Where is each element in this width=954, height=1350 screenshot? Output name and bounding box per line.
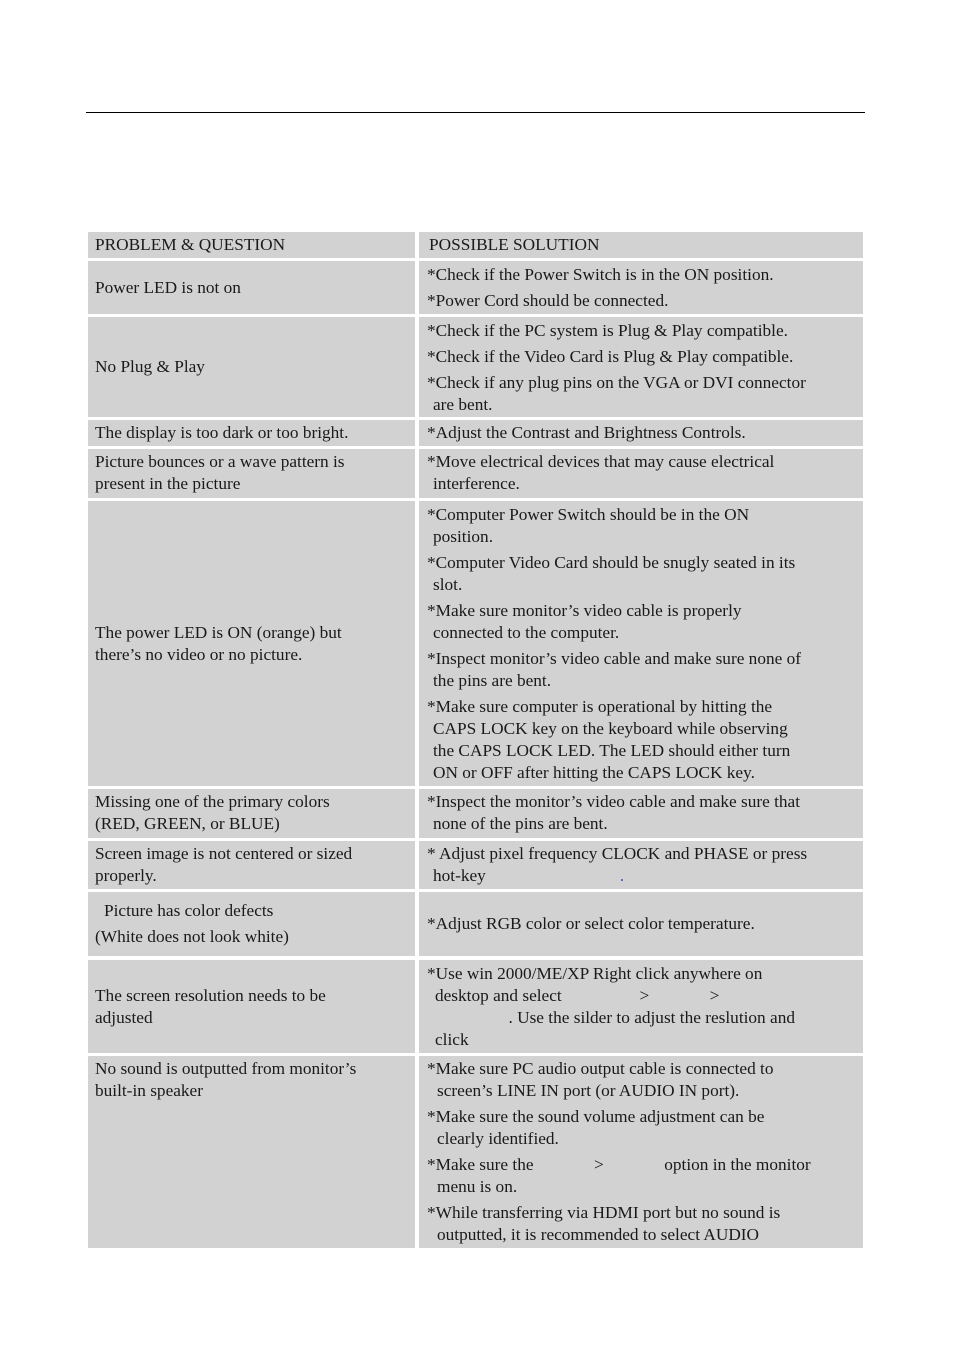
table-row <box>88 501 863 786</box>
header-problem: PROBLEM & QUESTION <box>88 232 415 258</box>
solution-item: *While transferring via HDMI port but no sound is outputted, it is recommended to select AUDIO <box>427 1203 781 1244</box>
table-row <box>88 789 863 838</box>
solution-item: *Computer Video Card should be snugly seated in its slot. <box>427 553 796 594</box>
solution-cell: *Move electrical devices that may cause electrical interference. <box>419 449 863 498</box>
problem-cell: The display is too dark or too bright. <box>88 420 415 446</box>
problem-cell: Picture bounces or a wave pattern is present in the picture <box>88 449 415 498</box>
solution-cell <box>419 317 863 417</box>
solution-item: *Make sure PC audio output cable is connected to screen’s LINE IN port (or AUDIO IN port). <box>427 1059 774 1100</box>
solution-item: *Check if any plug pins on the VGA or DVI connector are bent. <box>427 373 806 414</box>
table-row <box>88 449 863 498</box>
solution-cell: *Use win 2000/ME/XP Right click anywhere on desktop and select > > . Use the silder to adjust the reslution and click <box>419 960 863 1053</box>
solution-cell: * Adjust pixel frequency CLOCK and PHASE or press hot-key . <box>419 841 863 889</box>
solution-cell <box>419 261 863 314</box>
table-row <box>88 960 863 1053</box>
table-row <box>88 317 863 417</box>
solution-cell: *Adjust the Contrast and Brightness Controls. <box>419 420 863 446</box>
solution-item: *Make sure monitor’s video cable is properly connected to the computer. <box>427 601 742 642</box>
solution-item: *Check if the Power Switch is in the ON position. <box>427 265 774 284</box>
solution-item: *Make sure computer is operational by hitting the CAPS LOCK key on the keyboard while observing the CAPS LOCK LED. The LED should either turn ON or OFF after hitting the CAPS LOCK key. <box>427 697 791 782</box>
solution-item: *Power Cord should be connected. <box>427 291 669 310</box>
solution-cell <box>419 1056 863 1248</box>
problem-cell: Picture has color defects (White does not look white) <box>88 892 415 956</box>
table-row <box>88 420 863 446</box>
solution-item: *Make sure the sound volume adjustment can be clearly identified. <box>427 1107 765 1148</box>
problem-cell: Missing one of the primary colors (RED, GREEN, or BLUE) <box>88 789 415 838</box>
solution-item: *Computer Power Switch should be in the ON position. <box>427 505 750 546</box>
solution-item: *Check if the Video Card is Plug & Play compatible. <box>427 347 794 366</box>
solution-cell: *Adjust RGB color or select color temperature. <box>419 892 863 956</box>
problem-cell: No sound is outputted from monitor’s built-in speaker <box>88 1056 415 1248</box>
problem-cell: The power LED is ON (orange) but there’s no video or no picture. <box>88 501 415 786</box>
problem-cell: No Plug & Play <box>88 317 415 417</box>
solution-item: *Make sure the > option in the monitor menu is on. <box>427 1155 811 1196</box>
table-header-row <box>88 232 863 258</box>
problem-cell: Power LED is not on <box>88 261 415 314</box>
problem-cell: Screen image is not centered or sized properly. <box>88 841 415 889</box>
problem-cell: The screen resolution needs to be adjusted <box>88 960 415 1053</box>
solution-cell <box>419 501 863 786</box>
table-row <box>88 841 863 889</box>
table-row <box>88 1056 863 1248</box>
solution-item: *Inspect monitor’s video cable and make sure none of the pins are bent. <box>427 649 801 690</box>
table-row <box>88 892 863 956</box>
table-row <box>88 261 863 314</box>
solution-item: *Check if the PC system is Plug & Play compatible. <box>427 321 788 340</box>
top-rule <box>86 112 865 113</box>
solution-cell: *Inspect the monitor’s video cable and make sure that none of the pins are bent. <box>419 789 863 838</box>
header-solution: POSSIBLE SOLUTION <box>419 232 863 258</box>
